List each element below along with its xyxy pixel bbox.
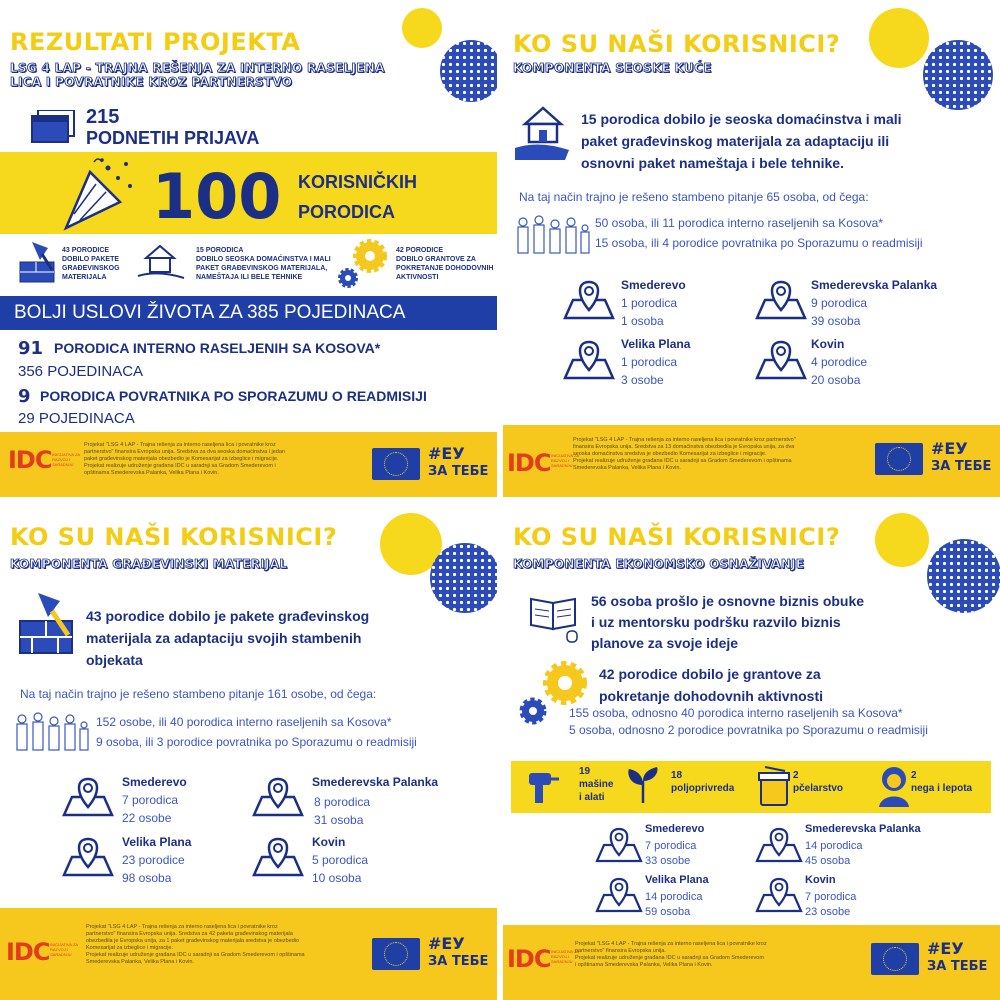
- grant-beauty: 2 nega i lepota: [911, 770, 973, 794]
- place-families: 7 porodica: [122, 793, 179, 807]
- grant-beekeeping: 2 pčelarstvo: [793, 770, 844, 794]
- component-grants: 42 PORODICE DOBILO GRANTOVE ZA POKRETANJE DOHODOVNIH AKTIVNOSTI: [396, 247, 494, 281]
- page-title: REZULTATI PROJEKTA: [10, 28, 301, 56]
- place-people: 33 osobe: [645, 855, 691, 867]
- eu-hashtag: #ЕУ: [927, 939, 964, 958]
- browser-windows-icon: [30, 110, 76, 146]
- place-people: 39 osoba: [811, 314, 861, 328]
- idc-logo-caption: INICIJATIVA ZA RAZVOJ I SARADNJU: [52, 452, 80, 467]
- place-name: Velika Plana: [621, 337, 691, 351]
- eu-hashtag: #ЕУ: [931, 439, 968, 458]
- footer: [503, 925, 1000, 1000]
- decor-circle: [923, 40, 993, 110]
- footer: [0, 908, 497, 1000]
- eu-hashtag-sub: ЗА ТЕБЕ: [927, 959, 988, 974]
- eu-flag-icon: [372, 938, 420, 970]
- honey-jar-icon: [757, 765, 791, 809]
- page-subtitle: LICA I POVRATNIKE KROZ PARTNERSTVO: [10, 75, 293, 89]
- returnee-count: 9: [18, 386, 31, 407]
- idp-line: 50 osoba, ili 11 porodica interno raseljenih sa Kosova*: [595, 216, 883, 230]
- eu-hashtag: #ЕУ: [428, 934, 465, 953]
- idp-label: PORODICA INTERNO RASELJENIH SA KOSOVA*: [54, 340, 381, 356]
- idc-logo: IDC: [8, 446, 52, 474]
- idc-logo-caption: INICIJATIVA ZA RAZVOJ I SARADNJU: [551, 453, 579, 468]
- footer-text: Projekat "LSG 4 LAP - Trajna rešenja za interno raseljena lica i povratnike kroz partnerstvo" finansira Evropska unija. Sredstva za 42 paketa građevinskog materijala obezbedila je Evropska unija, za 1 paket građevinskog materijala sredstva je obezbedio Komesarijat za izbeglice i migracije. Projekat realizuje udruženje građana IDC u saradnji sa Gradom Smederevom i opštinama Smederevska Palanka, Velika Plana i Kovin.: [86, 924, 305, 965]
- component-building-material: 43 PORODICE DOBILO PAKETE GRAĐEVINSKOG MATERIJALA: [62, 247, 120, 281]
- place-families: 8 porodica: [314, 795, 371, 809]
- footer-text: Projekat "LSG 4 LAP - Trajna rešenja za interno raseljena lica i povratnike kroz partnerstvo" finansira Evropska unija. Sredstva za 13 domaćinstva obezbedila je Evropska unija, za dva seoska domaćinstva sredstva je obezbedio Komesarijat za izbeglice i migracije. Projekat realizuje udruženje građana IDC u saradnji sa Gradom Smederevom i opštinama Smederevska Palanka, Velika Plana i Kovin.: [573, 437, 796, 471]
- map-pin-icon: [252, 835, 304, 881]
- idp-people: 356 POJEDINACA: [18, 363, 144, 380]
- place-families: 1 porodica: [621, 296, 678, 310]
- page-subtitle: LSG 4 LAP - TRAJNA REŠENJA ZA INTERNO RASELJENA: [10, 61, 385, 75]
- map-pin-icon: [62, 775, 114, 821]
- decor-circle: [875, 513, 929, 567]
- place-families: 7 porodica: [645, 840, 697, 852]
- place-families: 1 porodica: [621, 355, 678, 369]
- idc-logo: IDC: [507, 449, 551, 477]
- eu-hashtag: #ЕУ: [428, 444, 465, 463]
- idp-line: 155 osoba, odnosno 40 porodica interno raseljenih sa Kosova*: [569, 706, 903, 720]
- place-name: Kovin: [805, 874, 836, 886]
- idc-logo-caption: INICIJATIVA ZA RAZVOJ I SARADNJU: [50, 942, 78, 957]
- page-title: KO SU NAŠI KORISNICI?: [10, 523, 338, 551]
- place-name: Kovin: [811, 337, 845, 351]
- place-name: Velika Plana: [122, 835, 192, 849]
- panel-project-results: [0, 0, 497, 497]
- woman-beauty-icon: [877, 765, 911, 807]
- panel-rural-houses: [503, 0, 1000, 497]
- place-people: 3 osobe: [621, 373, 664, 387]
- map-pin-icon: [755, 278, 807, 324]
- footer-text: Projekat "LSG 4 LAP - Trajna rešenja za interno raseljena lica i povratnike kroz partnerstvo" finansira Evropska unija. Sredstva za dva seoska domaćinstva i jedan paket građevinskog materijala obezbedio je Komesarijat za izbeglice i migracije. Projekat realizuje udruženje građana IDC u saradnji sa Gradom Smederevom i opštinama Smederevska Palanka, Velika Plana i Kovin.: [84, 442, 285, 476]
- place-families: 5 porodica: [312, 853, 369, 867]
- applications-label: PODNETIH PRIJAVA: [86, 128, 260, 148]
- headline-grants: 42 porodice dobilo je grantove za pokretanje dohodovnih aktivnosti: [599, 666, 824, 704]
- returnee-line: 9 osoba, ili 3 porodice povratnika po Sporazumu o readmisiji: [96, 735, 417, 749]
- place-name: Smederevska Palanka: [805, 823, 921, 835]
- gears-icon: [336, 236, 392, 290]
- place-people: 45 osoba: [805, 855, 851, 867]
- place-families: 14 porodica: [805, 840, 863, 852]
- eu-hashtag-sub: ЗА ТЕБЕ: [428, 464, 489, 479]
- place-families: 7 porodica: [805, 891, 857, 903]
- intro-text: Na taj način trajno je rešeno stambeno pitanje 65 osoba, od čega:: [519, 190, 869, 204]
- place-name: Kovin: [312, 835, 346, 849]
- decor-circle: [430, 543, 497, 613]
- page-title: KO SU NAŠI KORISNICI?: [513, 30, 841, 58]
- headline: 43 porodice dobilo je pakete građevinskog materijala za adaptaciju svojih stambenih objekata: [86, 608, 370, 668]
- decor-circle: [927, 539, 1000, 613]
- footer: [503, 425, 1000, 497]
- drill-icon: [525, 767, 561, 807]
- map-pin-icon: [62, 835, 114, 881]
- brick-wall-icon: [18, 591, 78, 657]
- map-pin-icon: [755, 825, 803, 865]
- place-people: 59 osoba: [645, 906, 691, 918]
- banner-text: BOLJI USLOVI ŽIVOTA ZA 385 POJEDINACA: [14, 302, 406, 323]
- house-in-hand-icon: [136, 244, 188, 284]
- eu-flag-icon: [871, 943, 919, 975]
- eu-hashtag-sub: ЗА ТЕБЕ: [428, 954, 489, 969]
- eu-flag-icon: [372, 448, 420, 480]
- headline: 15 porodica dobilo je seoska domaćinstva i mali paket građevinskog materijala za adaptaciju ili osnovni paket nameštaja i bele tehnike.: [581, 111, 902, 171]
- grant-agriculture: 18 poljoprivreda: [671, 770, 735, 794]
- families-count: 100: [152, 160, 282, 233]
- page-subtitle: KOMPONENTA EKONOMSKO OSNAŽIVANJE: [513, 557, 805, 571]
- party-popper-icon: [60, 154, 140, 234]
- map-pin-icon: [595, 825, 643, 865]
- idp-count: 91: [18, 338, 44, 359]
- place-name: Smederevo: [621, 278, 686, 292]
- map-pin-icon: [595, 875, 643, 915]
- footer-text: Projekat "LSG 4 LAP - Trajna rešenja za interno raseljena lica i povratnike kroz partnerstvo" finansira Evropska unija. Projekat realizuje udruženje građana IDC u saradnji sa Gradom Smederevom i opštinama Smederevska Palanka, Velika Plana i Kovin.: [575, 941, 767, 968]
- place-people: 23 osobe: [805, 906, 851, 918]
- families-label: KORISNIČKIH: [298, 172, 418, 192]
- idc-logo-caption: INICIJATIVA ZA RAZVOJ I SARADNJU: [551, 949, 579, 964]
- page-subtitle: KOMPONENTA SEOSKE KUĆE: [513, 61, 712, 75]
- panel-economic-empowerment: [503, 503, 1000, 1000]
- idp-line: 152 osobe, ili 40 porodica interno raseljenih sa Kosova*: [96, 715, 392, 729]
- place-name: Smederevo: [122, 775, 187, 789]
- idc-logo: IDC: [6, 938, 50, 966]
- house-in-hand-icon: [513, 104, 571, 162]
- returnee-line: 15 osoba, ili 4 porodice povratnika po Sporazumu o readmisiji: [595, 236, 923, 250]
- idc-logo: IDC: [507, 945, 551, 973]
- place-families: 23 porodice: [122, 853, 185, 867]
- place-people: 22 osobe: [122, 811, 172, 825]
- sprout-icon: [623, 765, 663, 805]
- place-families: 4 porodice: [811, 355, 868, 369]
- map-pin-icon: [252, 775, 304, 821]
- component-rural-houses: 15 PORODICA DOBILO SEOSKA DOMAĆINSTVA I MALI PAKET GRAĐEVINSKOG MATERIJALA, NAMEŠTAJA ILI BELE TEHNIKE: [196, 247, 331, 281]
- eu-hashtag-sub: ЗА ТЕБЕ: [931, 459, 992, 474]
- place-families: 9 porodica: [811, 296, 868, 310]
- place-name: Velika Plana: [645, 874, 709, 886]
- panel-building-material: [0, 503, 497, 1000]
- returnee-label: PORODICA POVRATNIKA PO SPORAZUMU O READMISIJI: [40, 388, 427, 404]
- people-group-icon: [12, 709, 92, 755]
- people-group-icon: [513, 212, 593, 258]
- place-name: Smederevska Palanka: [312, 775, 439, 789]
- place-people: 98 osoba: [122, 871, 172, 885]
- eu-flag-icon: [875, 443, 923, 475]
- grant-machines: 19 mašine i alati: [579, 766, 614, 803]
- returnee-line: 5 osoba, odnosno 2 porodice povratnika po Sporazumu o readmisiji: [569, 723, 928, 737]
- place-name: Smederevska Palanka: [811, 278, 938, 292]
- place-name: Smederevo: [645, 823, 705, 835]
- footer: [0, 432, 497, 497]
- families-label: PORODICA: [298, 202, 396, 222]
- map-pin-icon: [755, 875, 803, 915]
- applications-count: 215: [86, 106, 120, 128]
- place-people: 20 osoba: [811, 373, 861, 387]
- page-title: KO SU NAŠI KORISNICI?: [513, 523, 841, 551]
- place-people: 31 osoba: [314, 813, 364, 827]
- map-pin-icon: [563, 278, 615, 324]
- brick-wall-icon: [18, 240, 58, 284]
- returnee-people: 29 POJEDINACA: [18, 410, 135, 427]
- book-mouse-icon: [529, 593, 581, 643]
- intro-text: Na taj način trajno je rešeno stambeno pitanje 161 osobe, od čega:: [20, 687, 377, 701]
- decor-circle: [869, 8, 929, 68]
- map-pin-icon: [563, 338, 615, 384]
- decor-circle: [440, 40, 497, 102]
- decor-circle: [402, 8, 442, 48]
- page-subtitle: KOMPONENTA GRAĐEVINSKI MATERIJAL: [10, 557, 288, 571]
- place-people: 10 osoba: [312, 871, 362, 885]
- headline-training: 56 osoba prošlo je osnovne biznis obuke i uz mentorsku podršku razvilo biznis planove za svoje ideje: [591, 593, 865, 651]
- map-pin-icon: [755, 338, 807, 384]
- place-people: 1 osoba: [621, 314, 664, 328]
- place-families: 14 porodica: [645, 891, 703, 903]
